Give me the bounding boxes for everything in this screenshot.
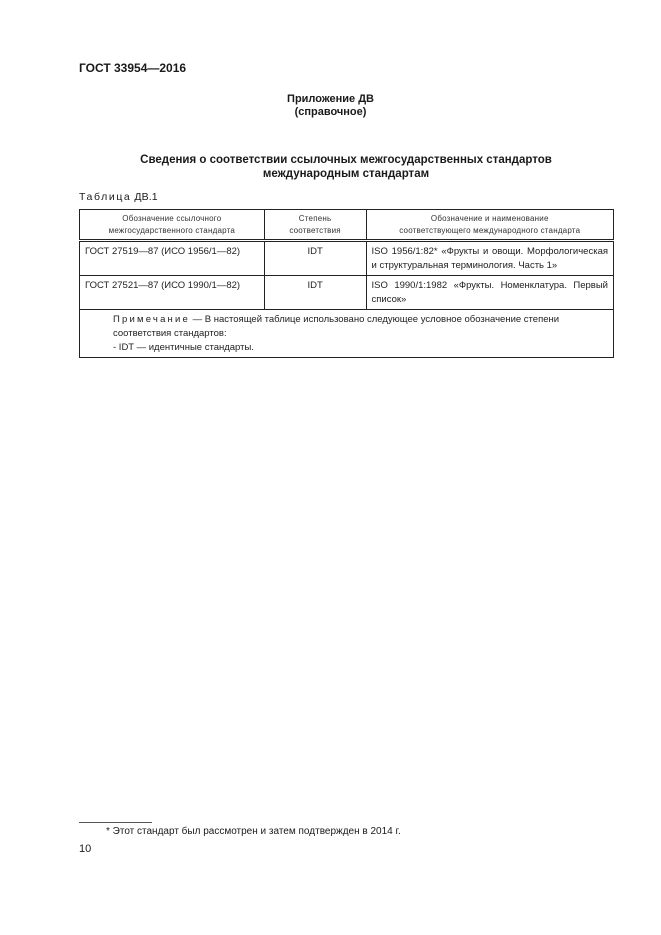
note-text: — В настоящей таблице использовано следующее условное обозначение степени соответствия стандартов: [113, 314, 560, 339]
section-title [0, 153, 661, 181]
appendix-heading [0, 93, 661, 119]
table-row [80, 276, 614, 310]
column-header-reference [80, 210, 265, 241]
footnote: * Этот стандарт был рассмотрен и затем подтвержден в 2014 г. [106, 826, 401, 837]
cell-degree: IDT [264, 241, 366, 276]
table-note-row [80, 310, 614, 358]
cell-reference: ГОСТ 27521—87 (ИСО 1990/1—82) [80, 276, 265, 310]
header-text: Обозначение ссылочного [122, 214, 222, 223]
header-text: соответствующего международного стандарта [399, 226, 581, 235]
appendix-subtitle: (справочное) [294, 106, 367, 118]
cell-international: ISO 1956/1:82* «Фрукты и овощи. Морфологическая и структуральная терминология. Часть 1» [366, 241, 613, 276]
cell-reference: ГОСТ 27519—87 (ИСО 1956/1—82) [80, 241, 265, 276]
standards-table [79, 209, 614, 358]
header-text: Обозначение и наименование [430, 214, 549, 223]
header-text: соответствия [289, 226, 341, 235]
header-text: межгосударственного стандарта [108, 226, 235, 235]
cell-degree: IDT [264, 276, 366, 310]
header-text: Степень [298, 214, 332, 223]
table-caption-word: Таблица [79, 191, 132, 203]
appendix-title: Приложение ДВ [287, 93, 374, 105]
cell-international: ISO 1990/1:1982 «Фрукты. Номенклатура. Первый список» [366, 276, 613, 310]
table-row [80, 241, 614, 276]
table-header-row [80, 210, 614, 241]
note-paragraph [85, 313, 608, 341]
section-title-line2: международным стандартам [262, 168, 430, 180]
table-caption-id: ДВ.1 [134, 191, 158, 203]
page-number: 10 [79, 843, 92, 855]
table-note [80, 310, 614, 358]
note-item: - IDT — идентичные стандарты. [113, 342, 254, 353]
column-header-degree [264, 210, 366, 241]
note-label: Примечание [113, 314, 190, 325]
column-header-international [366, 210, 613, 241]
table-caption [79, 191, 158, 203]
document-code: ГОСТ 33954—2016 [79, 61, 187, 75]
footnote-divider [79, 822, 152, 823]
section-title-line1: Сведения о соответствии ссылочных межгосударственных стандартов [140, 154, 552, 166]
